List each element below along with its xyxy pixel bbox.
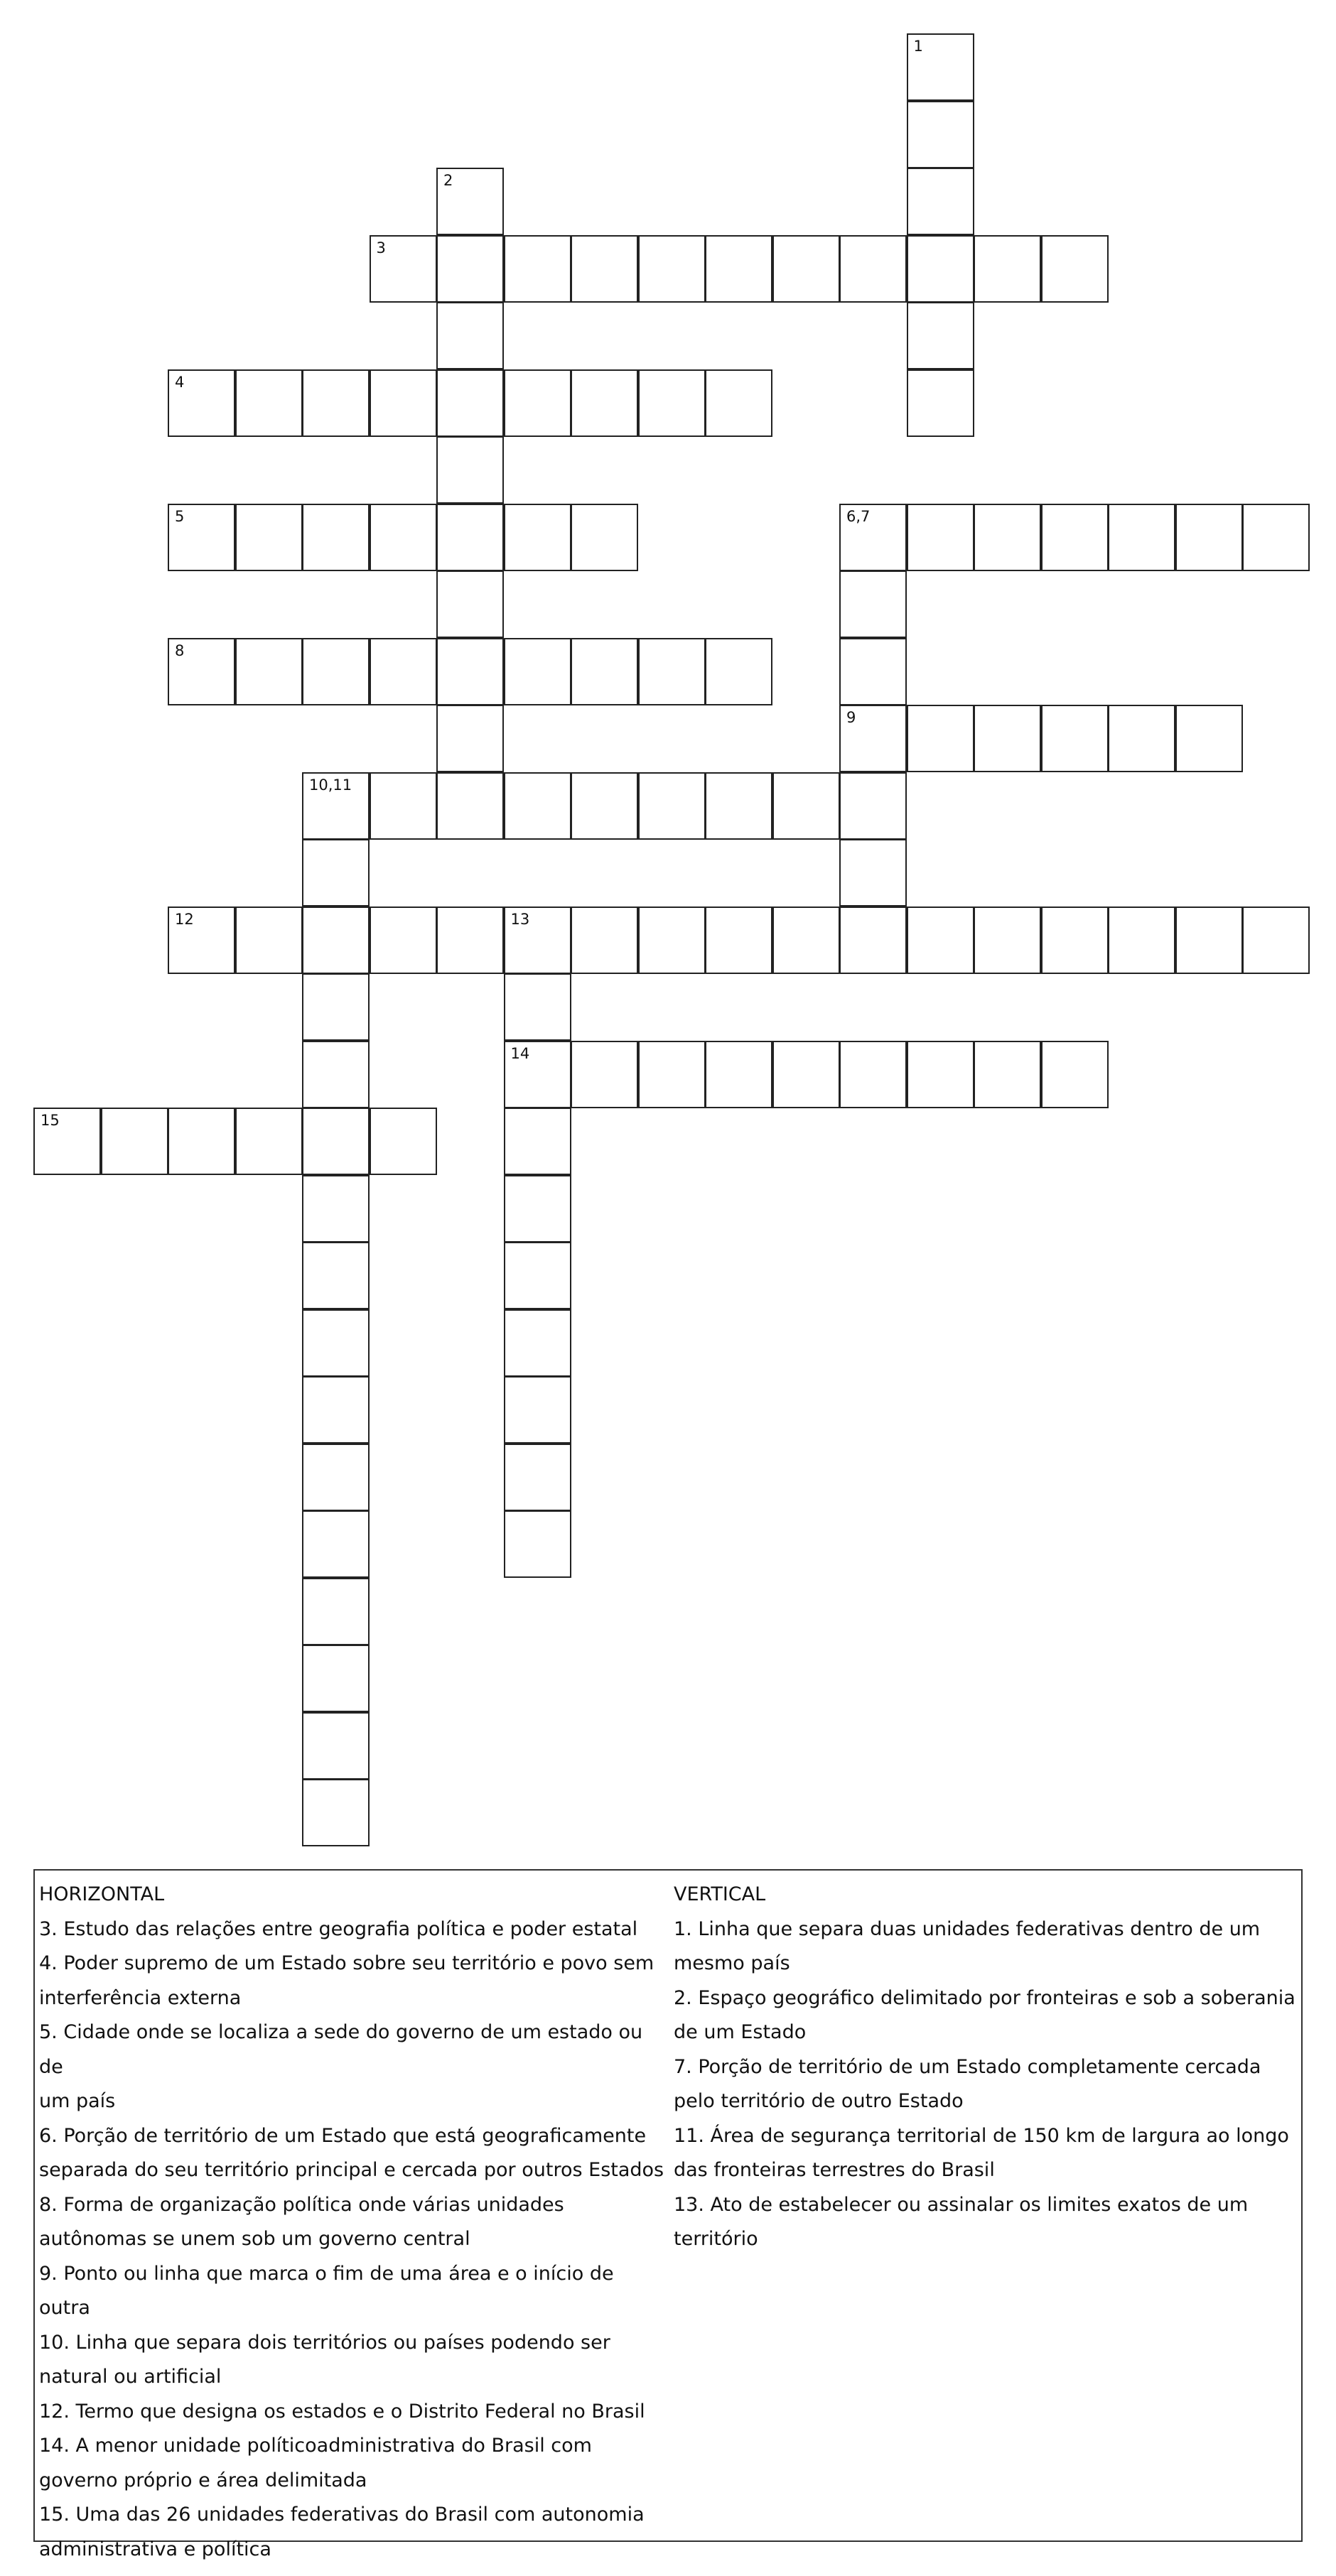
crossword-cell[interactable]	[907, 705, 974, 772]
crossword-cell[interactable]	[839, 839, 907, 907]
clue-line: de um Estado	[674, 2021, 807, 2043]
crossword-cell[interactable]	[974, 504, 1041, 571]
crossword-cell[interactable]	[504, 1510, 571, 1578]
crossword-cell[interactable]	[302, 638, 370, 705]
clue-number: 9	[846, 709, 856, 726]
clue-line: 5. Cidade onde se localiza a sede do governo de um estado ou de	[39, 2021, 643, 2078]
crossword-cell[interactable]	[168, 907, 235, 974]
crossword-cell[interactable]	[974, 1041, 1041, 1108]
crossword-cell[interactable]	[571, 504, 638, 571]
crossword-cell[interactable]	[705, 369, 772, 437]
crossword-cell[interactable]	[504, 235, 571, 303]
crossword-cell[interactable]	[638, 369, 706, 437]
crossword-cell[interactable]	[302, 1175, 370, 1243]
crossword-cell[interactable]	[504, 1376, 571, 1444]
crossword-cell[interactable]	[1041, 504, 1109, 571]
crossword-cell[interactable]	[370, 772, 437, 840]
crossword-cell[interactable]	[907, 235, 974, 303]
clue-line: natural ou artificial	[39, 2366, 222, 2388]
crossword-cell[interactable]	[168, 1108, 235, 1175]
crossword-cell[interactable]	[974, 235, 1041, 303]
crossword-cell[interactable]	[436, 168, 504, 235]
clue-number: 14	[510, 1044, 530, 1062]
crossword-cell[interactable]	[302, 907, 370, 974]
crossword-cell[interactable]	[1242, 504, 1310, 571]
crossword-cell[interactable]	[302, 369, 370, 437]
clue-number: 8	[175, 642, 185, 659]
crossword-cell[interactable]	[302, 1376, 370, 1444]
crossword-cell[interactable]	[772, 772, 840, 840]
vertical-clues	[674, 1878, 1299, 2257]
crossword-cell[interactable]	[839, 570, 907, 638]
crossword-cell[interactable]	[436, 504, 504, 571]
crossword-cell[interactable]	[436, 235, 504, 303]
crossword-cell[interactable]	[638, 907, 706, 974]
crossword-cell[interactable]	[638, 772, 706, 840]
crossword-cell[interactable]	[504, 907, 571, 974]
crossword-cell[interactable]	[839, 1041, 907, 1108]
clue-number: 2	[443, 172, 453, 189]
crossword-cell[interactable]	[839, 705, 907, 772]
crossword-cell[interactable]	[1175, 504, 1243, 571]
crossword-cell[interactable]	[705, 1041, 772, 1108]
crossword-cell[interactable]	[436, 638, 504, 705]
crossword-cell[interactable]	[370, 504, 437, 571]
crossword-cell[interactable]	[571, 235, 638, 303]
crossword-cell[interactable]	[101, 1108, 168, 1175]
crossword-cell[interactable]	[1242, 907, 1310, 974]
clue-line: 13. Ato de estabelecer ou assinalar os limites exatos de um	[674, 2193, 1249, 2216]
crossword-cell[interactable]	[302, 504, 370, 571]
crossword-cell[interactable]	[235, 1108, 303, 1175]
crossword-cell[interactable]	[302, 1309, 370, 1377]
crossword-cell[interactable]	[571, 1041, 638, 1108]
crossword-cell[interactable]	[907, 1041, 974, 1108]
crossword-cell[interactable]	[1108, 504, 1175, 571]
clue-number: 4	[175, 373, 185, 391]
crossword-cell[interactable]	[907, 302, 974, 369]
clue-line: autônomas se unem sob um governo central	[39, 2228, 470, 2250]
crossword-cell[interactable]	[571, 907, 638, 974]
crossword-cell[interactable]	[504, 504, 571, 571]
clue-line: 2. Espaço geográfico delimitado por fronteiras e sob a soberania	[674, 1986, 1295, 2009]
crossword-cell[interactable]	[1108, 705, 1175, 772]
crossword-cell[interactable]	[33, 1108, 101, 1175]
crossword-cell[interactable]	[302, 1779, 370, 1846]
crossword-cell[interactable]	[504, 1108, 571, 1175]
crossword-cell[interactable]	[705, 638, 772, 705]
crossword-cell[interactable]	[302, 1108, 370, 1175]
clue-number: 5	[175, 507, 185, 525]
crossword-cell[interactable]	[302, 1712, 370, 1780]
clue-line: 14. A menor unidade políticoadministrativa do Brasil com	[39, 2435, 592, 2457]
crossword-cell[interactable]	[370, 638, 437, 705]
clue-number: 12	[175, 910, 194, 928]
crossword-cell[interactable]	[638, 1041, 706, 1108]
crossword-cell[interactable]	[907, 369, 974, 437]
crossword-cell[interactable]	[839, 638, 907, 705]
crossword-cell[interactable]	[907, 33, 974, 101]
crossword-cell[interactable]	[302, 1444, 370, 1511]
vertical-heading: VERTICAL	[674, 1883, 766, 1905]
crossword-cell[interactable]	[436, 772, 504, 840]
horizontal-heading: HORIZONTAL	[39, 1883, 165, 1905]
crossword-cell[interactable]	[705, 235, 772, 303]
crossword-cell[interactable]	[974, 705, 1041, 772]
crossword-cell[interactable]	[436, 570, 504, 638]
crossword-cell[interactable]	[1041, 1041, 1109, 1108]
clue-number: 10,11	[309, 776, 352, 794]
clue-line: 9. Ponto ou linha que marca o fim de uma área e o início de outra	[39, 2262, 614, 2319]
clue-number: 1	[913, 38, 923, 55]
crossword-cell[interactable]	[436, 705, 504, 772]
crossword-cell[interactable]	[504, 1444, 571, 1511]
crossword-cell[interactable]	[436, 436, 504, 504]
crossword-cell[interactable]	[504, 638, 571, 705]
crossword-cell[interactable]	[504, 1309, 571, 1377]
crossword-cell[interactable]	[302, 772, 370, 840]
crossword-cell[interactable]	[235, 369, 303, 437]
crossword-cell[interactable]	[302, 1645, 370, 1712]
crossword-cell[interactable]	[705, 772, 772, 840]
crossword-cell[interactable]	[839, 235, 907, 303]
crossword-cell[interactable]	[302, 1578, 370, 1645]
clue-line: território	[674, 2228, 758, 2250]
crossword-cell[interactable]	[1175, 907, 1243, 974]
crossword-cell[interactable]	[235, 907, 303, 974]
crossword-cell[interactable]	[370, 235, 437, 303]
crossword-cell[interactable]	[504, 369, 571, 437]
crossword-cell[interactable]	[504, 1175, 571, 1243]
crossword-cell[interactable]	[974, 907, 1041, 974]
horizontal-clues	[39, 1878, 664, 2567]
crossword-cell[interactable]	[571, 369, 638, 437]
crossword-cell[interactable]	[504, 1041, 571, 1108]
clue-line: 10. Linha que separa dois territórios ou países podendo ser	[39, 2331, 610, 2354]
clue-line: separada do seu território principal e cercada por outros Estados	[39, 2159, 664, 2181]
clue-line: pelo território de outro Estado	[674, 2090, 964, 2112]
crossword-cell[interactable]	[302, 839, 370, 907]
clue-line: 3. Estudo das relações entre geografia política e poder estatal	[39, 1917, 638, 1940]
clue-number: 6,7	[846, 507, 871, 525]
crossword-cell[interactable]	[907, 101, 974, 168]
crossword-cell[interactable]	[168, 638, 235, 705]
crossword-cell[interactable]	[504, 1242, 571, 1309]
clue-line: 12. Termo que designa os estados e o Distrito Federal no Brasil	[39, 2400, 645, 2423]
crossword-cell[interactable]	[907, 907, 974, 974]
crossword-cell[interactable]	[772, 907, 840, 974]
crossword-cell[interactable]	[302, 973, 370, 1041]
crossword-cell[interactable]	[370, 1108, 437, 1175]
clues-box	[33, 1869, 1303, 2560]
crossword-cell[interactable]	[1041, 235, 1109, 303]
crossword-cell[interactable]	[839, 504, 907, 571]
clue-line: administrativa e política	[39, 2538, 271, 2560]
crossword-cell[interactable]	[638, 235, 706, 303]
crossword-cell[interactable]	[302, 1242, 370, 1309]
clue-line: governo próprio e área delimitada	[39, 2469, 367, 2491]
crossword-cell[interactable]	[772, 235, 840, 303]
clue-line: um país	[39, 2090, 116, 2112]
crossword-cell[interactable]	[302, 1041, 370, 1108]
crossword-cell[interactable]	[705, 907, 772, 974]
crossword-cell[interactable]	[436, 369, 504, 437]
crossword-cell[interactable]	[235, 504, 303, 571]
clue-line: 7. Porção de território de um Estado completamente cercada	[674, 2055, 1261, 2078]
crossword-cell[interactable]	[839, 907, 907, 974]
crossword-cell[interactable]	[235, 638, 303, 705]
crossword-cell[interactable]	[638, 638, 706, 705]
crossword-cell[interactable]	[168, 369, 235, 437]
crossword-cell[interactable]	[1041, 907, 1109, 974]
crossword-cell[interactable]	[436, 907, 504, 974]
crossword-cell[interactable]	[302, 1510, 370, 1578]
crossword-cell[interactable]	[1041, 705, 1109, 772]
clue-number: 13	[510, 910, 530, 928]
crossword-cell[interactable]	[436, 302, 504, 369]
crossword-cell[interactable]	[504, 772, 571, 840]
clue-line: interferência externa	[39, 1986, 242, 2009]
crossword-cell[interactable]	[370, 907, 437, 974]
clue-number: 15	[41, 1112, 60, 1129]
crossword-cell[interactable]	[168, 504, 235, 571]
clue-line: mesmo país	[674, 1952, 790, 1974]
crossword-cell[interactable]	[1175, 705, 1243, 772]
clue-line: 15. Uma das 26 unidades federativas do Brasil com autonomia	[39, 2504, 645, 2526]
clue-number: 3	[376, 239, 386, 256]
crossword-cell[interactable]	[772, 1041, 840, 1108]
clue-line: 6. Porção de território de um Estado que está geograficamente	[39, 2124, 647, 2147]
crossword-cell[interactable]	[907, 504, 974, 571]
clue-line: 8. Forma de organização política onde várias unidades	[39, 2193, 564, 2216]
clue-line: das fronteiras terrestres do Brasil	[674, 2159, 995, 2181]
crossword-cell[interactable]	[839, 772, 907, 840]
clue-line: 11. Área de segurança territorial de 150 km de largura ao longo	[674, 2124, 1289, 2147]
crossword-cell[interactable]	[571, 772, 638, 840]
crossword-cell[interactable]	[571, 638, 638, 705]
crossword-cell[interactable]	[907, 168, 974, 235]
clue-line: 1. Linha que separa duas unidades federativas dentro de um	[674, 1917, 1261, 1940]
clue-line: 4. Poder supremo de um Estado sobre seu território e povo sem	[39, 1952, 654, 1974]
crossword-cell[interactable]	[504, 973, 571, 1041]
crossword-cell[interactable]	[1108, 907, 1175, 974]
crossword-cell[interactable]	[370, 369, 437, 437]
